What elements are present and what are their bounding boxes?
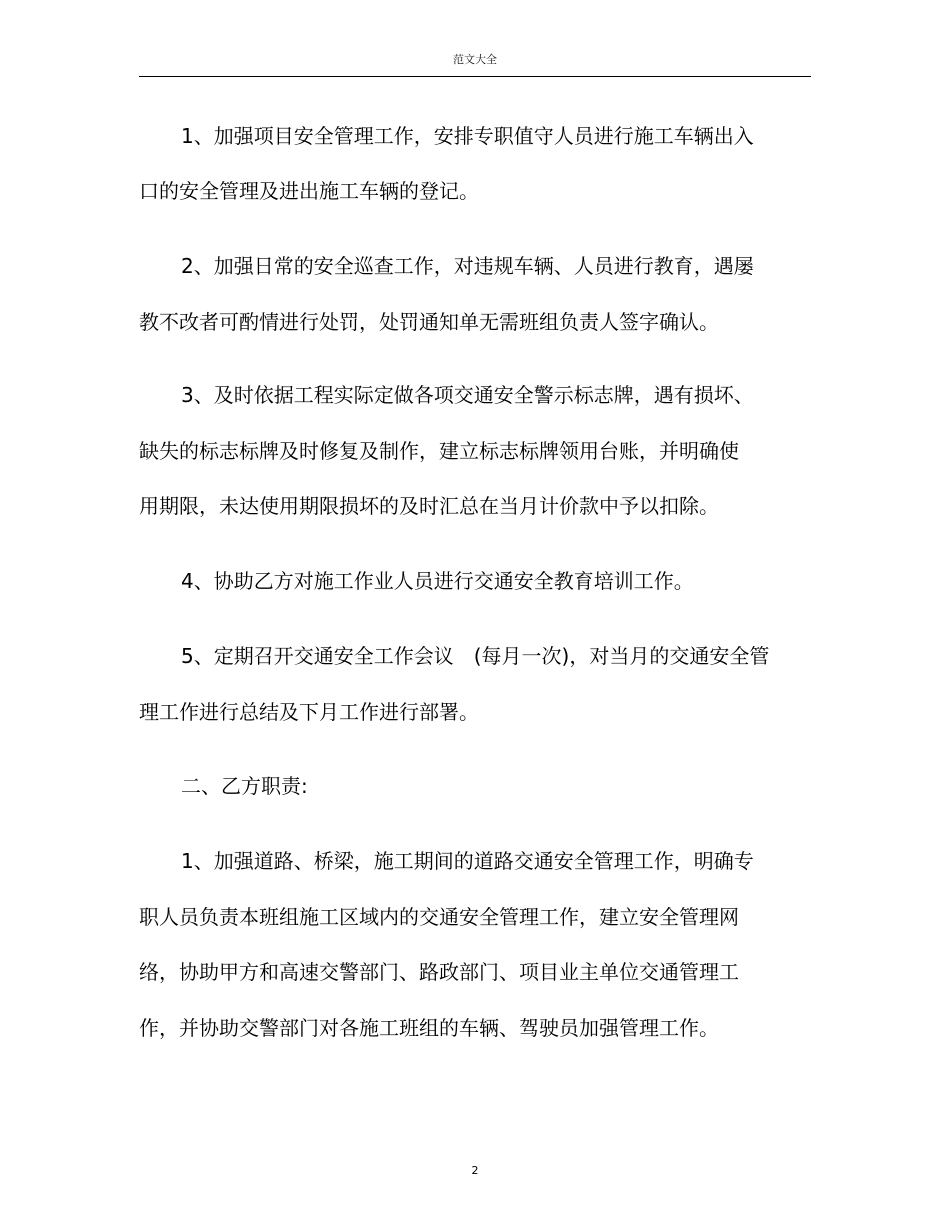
paragraph-line: 用期限，未达使用期限损坏的及时汇总在当月计价款中予以扣除。 bbox=[139, 494, 719, 518]
paragraph-line: 教不改者可酌情进行处罚，处罚通知单无需班组负责人签字确认。 bbox=[139, 310, 719, 334]
paragraph-line: 络，协助甲方和高速交警部门、路政部门、项目业主单位交通管理工 bbox=[139, 960, 739, 984]
paragraph-line: 口的安全管理及进出施工车辆的登记。 bbox=[139, 179, 479, 203]
paragraph-line: 作，并协助交警部门对各施工班组的车辆、驾驶员加强管理工作。 bbox=[139, 1016, 719, 1040]
page-number: 2 bbox=[471, 1164, 479, 1177]
section-heading: 二、乙方职责: bbox=[181, 774, 308, 798]
paragraph-line: 2、加强日常的安全巡查工作，对违规车辆、人员进行教育，遇屡 bbox=[181, 254, 754, 278]
paragraph-line: 5、定期召开交通安全工作会议 (每月一次)，对当月的交通安全管 bbox=[181, 644, 770, 668]
paragraph-line: 1、加强项目安全管理工作，安排专职值守人员进行施工车辆出入 bbox=[181, 124, 754, 148]
paragraph-line: 缺失的标志标牌及时修复及制作，建立标志标牌领用台账，并明确使 bbox=[139, 439, 739, 463]
paragraph-line: 1、加强道路、桥梁，施工期间的道路交通安全管理工作，明确专 bbox=[181, 849, 754, 873]
paragraph-line: 职人员负责本班组施工区域内的交通安全管理工作，建立安全管理网 bbox=[139, 905, 739, 929]
page-header: 范文大全 bbox=[453, 53, 497, 66]
paragraph-line: 3、及时依据工程实际定做各项交通安全警示标志牌，遇有损坏、 bbox=[181, 383, 754, 407]
header-rule bbox=[139, 76, 811, 77]
paragraph-line: 4、协助乙方对施工作业人员进行交通安全教育培训工作。 bbox=[181, 569, 694, 593]
paragraph-line: 理工作进行总结及下月工作进行部署。 bbox=[139, 700, 479, 724]
